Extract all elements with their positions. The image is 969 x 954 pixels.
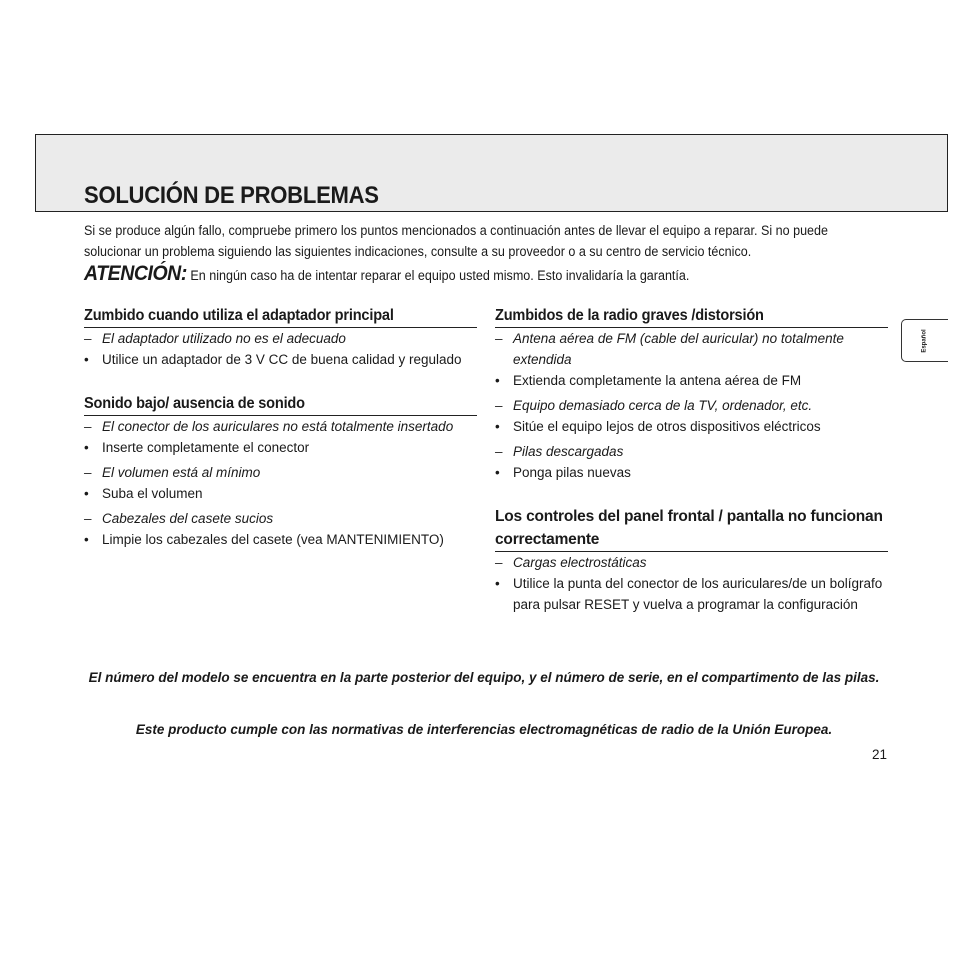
dash-marker: – <box>495 444 503 459</box>
dash-marker: – <box>84 511 92 526</box>
footer-note-model: El número del modelo se encuentra en la parte posterior del equipo, y el número de serie, en el compartimento de las pilas. <box>88 670 880 685</box>
list-item: – Cargas electrostáticas <box>495 552 888 573</box>
footer-note-emc: Este producto cumple con las normativas de interferencias electromagnéticas de radio de la Unión Europea. <box>135 722 833 737</box>
section-heading: Zumbido cuando utiliza el adaptador principal <box>84 304 477 328</box>
list-item: – Antena aérea de FM (cable del auricular) no totalmente extendida <box>495 328 888 370</box>
list-item: • Utilice un adaptador de 3 V CC de buena calidad y regulado <box>84 349 477 370</box>
item-list <box>495 328 888 483</box>
dash-marker: – <box>84 465 92 480</box>
section-adapter-hum <box>84 304 477 370</box>
list-item: • Limpie los cabezales del casete (vea MANTENIMIENTO) <box>84 529 477 550</box>
dash-marker: – <box>495 555 503 570</box>
intro-paragraph: Si se produce algún fallo, compruebe primero los puntos mencionados a continuación antes de llevar el equipo a reparar. Si no puede solucionar un problema siguiendo las siguientes indicaciones, consulte a su proveedor o a su centro de servicio técnico. <box>84 223 829 259</box>
list-item: • Sitúe el equipo lejos de otros dispositivos eléctricos <box>495 416 888 437</box>
left-column <box>84 304 477 572</box>
list-item: – El conector de los auriculares no está totalmente insertado <box>84 416 477 437</box>
list-item: – El volumen está al mínimo <box>84 462 477 483</box>
item-list <box>84 416 477 550</box>
attention-label: ATENCIÓN: <box>84 262 187 285</box>
bullet-marker: • <box>495 465 500 480</box>
list-item: • Inserte completamente el conector <box>84 437 477 458</box>
language-tab <box>901 319 948 362</box>
list-item: – Cabezales del casete sucios <box>84 508 477 529</box>
right-column <box>495 304 888 637</box>
section-heading: Zumbidos de la radio graves /distorsión <box>495 304 888 328</box>
attention-line <box>84 262 828 286</box>
list-item: • Extienda completamente la antena aérea de FM <box>495 370 888 391</box>
bullet-marker: • <box>84 352 89 367</box>
dash-marker: – <box>84 331 92 346</box>
list-item: – Equipo demasiado cerca de la TV, ordenador, etc. <box>495 395 888 416</box>
dash-marker: – <box>495 331 503 346</box>
bullet-marker: • <box>495 576 500 591</box>
list-item: • Suba el volumen <box>84 483 477 504</box>
section-heading: Sonido bajo/ ausencia de sonido <box>84 392 477 416</box>
list-item: • Ponga pilas nuevas <box>495 462 888 483</box>
list-item: – Pilas descargadas <box>495 441 888 462</box>
dash-marker: – <box>84 419 92 434</box>
section-low-sound <box>84 392 477 550</box>
attention-text: En ningún caso ha de intentar reparar el equipo usted mismo. Esto invalidaría la garantía. <box>190 268 690 283</box>
list-item: • Utilice la punta del conector de los auriculares/de un bolígrafo para pulsar RESET y vuelva a programar la configuración <box>495 573 888 615</box>
bullet-marker: • <box>495 373 500 388</box>
bullet-marker: • <box>84 440 89 455</box>
bullet-marker: • <box>84 532 89 547</box>
list-item: – El adaptador utilizado no es el adecuado <box>84 328 477 349</box>
bullet-marker: • <box>84 486 89 501</box>
bullet-marker: • <box>495 419 500 434</box>
page-number: 21 <box>872 747 888 762</box>
item-list <box>84 328 477 370</box>
language-tab-label: Español <box>922 328 928 353</box>
section-front-panel <box>495 505 888 615</box>
item-list <box>495 552 888 615</box>
section-heading: Los controles del panel frontal / pantalla no funcionan correctamente <box>495 505 888 552</box>
section-radio-distortion <box>495 304 888 483</box>
page-title: SOLUCIÓN DE PROBLEMAS <box>84 182 379 209</box>
dash-marker: – <box>495 398 503 413</box>
